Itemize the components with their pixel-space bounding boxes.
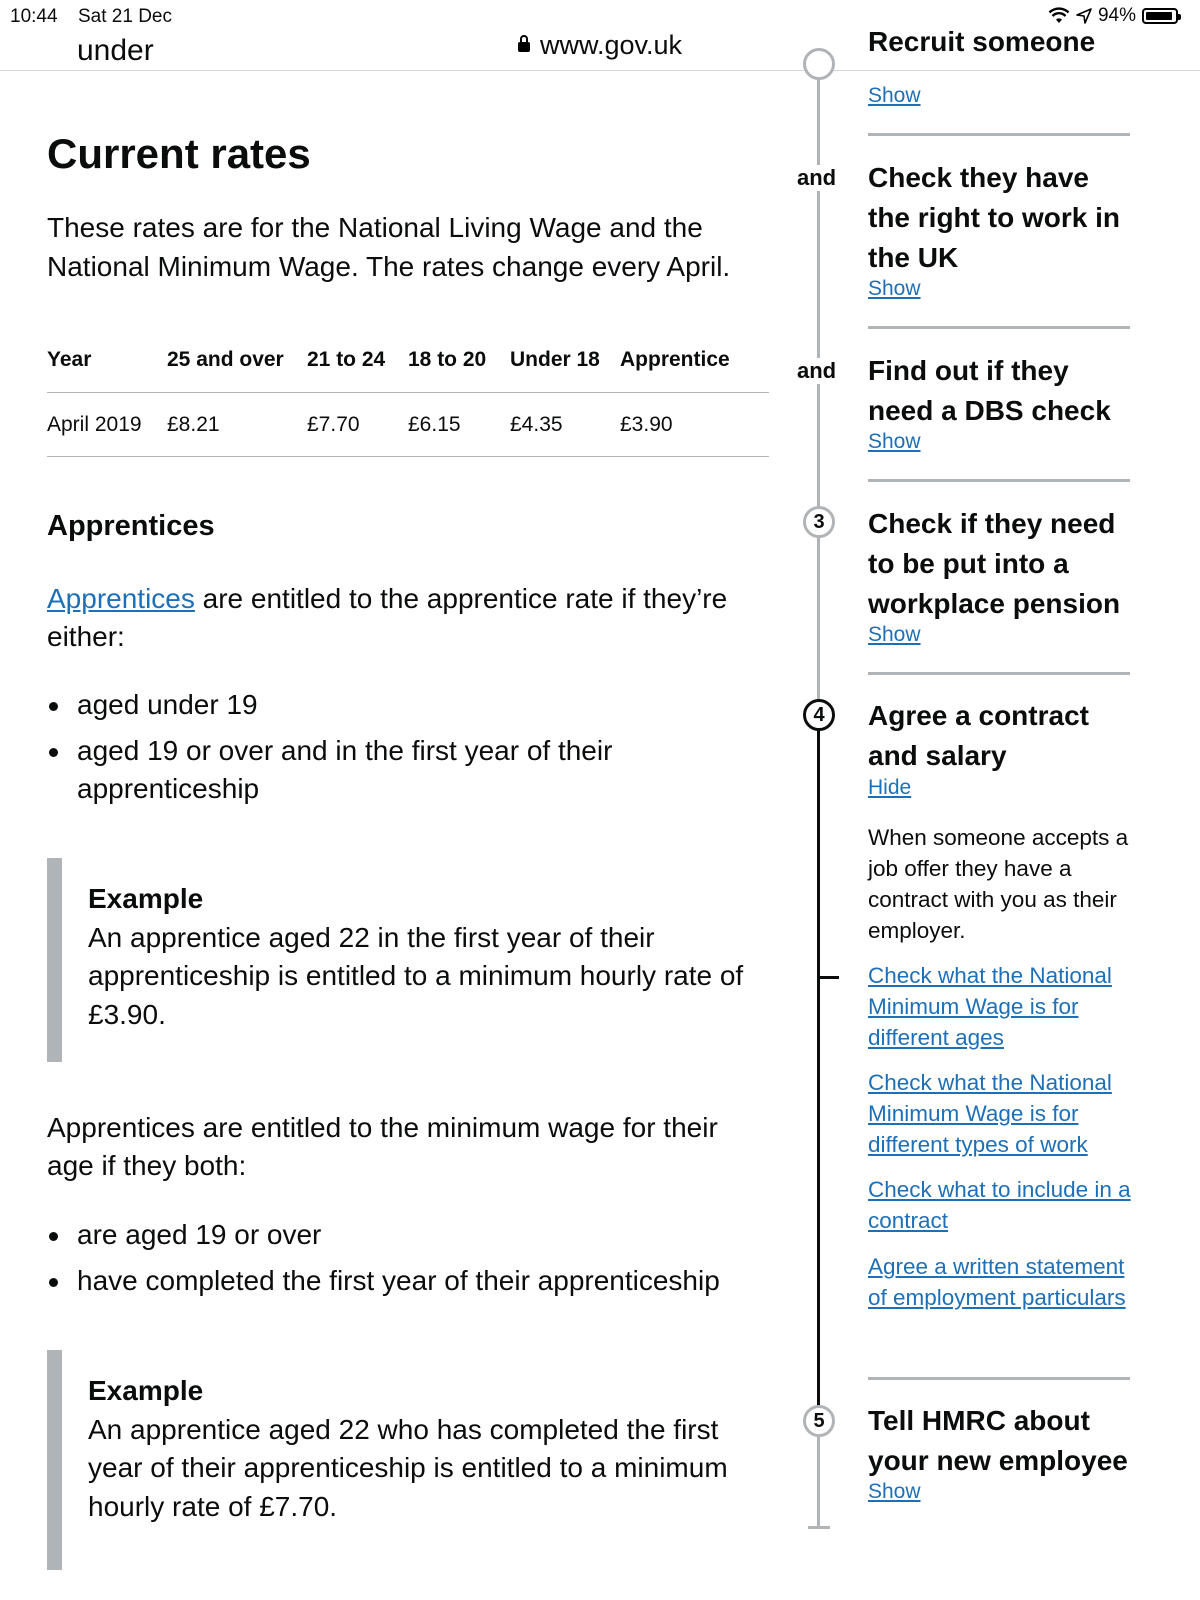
column-header: Apprentice <box>620 328 769 393</box>
column-header: 25 and over <box>167 328 307 393</box>
battery-icon <box>1142 8 1178 24</box>
table-row <box>47 393 769 457</box>
step-show-toggle[interactable]: Show <box>868 277 921 300</box>
step-hide-toggle[interactable]: Hide <box>868 776 912 799</box>
table-cell: £4.35 <box>510 393 620 457</box>
rates-intro: These rates are for the National Living Wage and the National Minimum Wage. The rates change every April. <box>47 212 731 282</box>
step-divider <box>868 672 1130 675</box>
example-text: An apprentice aged 22 in the first year of their apprenticeship is entitled to a minimum hourly rate of £3.90. <box>88 921 744 1030</box>
table-cell: £8.21 <box>167 393 307 457</box>
minimum-wage-paragraph: Apprentices are entitled to the minimum wage for their age if they both: <box>47 1112 718 1181</box>
apprentices-intro-text: are entitled to the apprentice rate if they’re either: <box>47 583 728 652</box>
example-inset <box>47 858 767 1062</box>
apprentice-rate-list <box>47 686 767 816</box>
battery-fill <box>1146 12 1172 20</box>
and-label: and <box>797 358 837 383</box>
table-cell: £6.15 <box>408 393 510 457</box>
url-text: www.gov.uk <box>539 30 683 60</box>
list-item: aged 19 or over and in the first year of their apprenticeship <box>47 732 767 808</box>
column-header: 21 to 24 <box>307 328 408 393</box>
step-divider <box>868 479 1130 482</box>
column-header: 18 to 20 <box>408 328 510 393</box>
step-by-step-nav <box>790 26 1160 1570</box>
step-title[interactable]: Check they have the right to work in the UK <box>868 162 1120 273</box>
step-show-toggle[interactable]: Show <box>868 1480 921 1503</box>
table-cell: April 2019 <box>47 393 167 457</box>
step-show-toggle[interactable]: Show <box>868 84 921 107</box>
and-label: and <box>797 165 837 190</box>
column-header: Year <box>47 328 167 393</box>
step-link[interactable]: Check what the National Minimum Wage is for different types of work <box>868 1070 1112 1157</box>
step-title[interactable]: Tell HMRC about your new employee <box>868 1405 1128 1476</box>
status-time: 10:44 <box>10 6 58 27</box>
apprentices-heading: Apprentices <box>47 510 215 542</box>
location-arrow-icon <box>1076 8 1092 24</box>
step-divider <box>868 326 1130 329</box>
step-title[interactable]: Check if they need to be put into a workplace pension <box>868 508 1121 619</box>
step-number-circle: 4 <box>803 699 835 731</box>
list-item: have completed the first year of their apprenticeship <box>47 1262 767 1300</box>
step-title[interactable]: Find out if they need a DBS check <box>868 355 1111 426</box>
step-show-toggle[interactable]: Show <box>868 430 921 453</box>
table-header-row <box>47 328 769 393</box>
minimum-wage-list <box>47 1216 767 1308</box>
cutoff-text: under <box>77 34 154 67</box>
step-line-end <box>808 1526 830 1529</box>
table-cell: £3.90 <box>620 393 769 457</box>
step-number-circle: 5 <box>803 1405 835 1437</box>
example-title: Example <box>88 1375 204 1406</box>
list-item: aged under 19 <box>47 686 767 724</box>
step-divider <box>868 133 1130 136</box>
example-text: An apprentice aged 22 who has completed the first year of their apprenticeship is entitled to a minimum hourly rate of £7.70. <box>88 1413 728 1522</box>
apprentices-link[interactable]: Apprentices <box>47 583 195 614</box>
wifi-icon <box>1048 7 1070 25</box>
status-date: Sat 21 Dec <box>78 6 172 27</box>
substep-tick <box>819 976 839 979</box>
step-title[interactable]: Agree a contract and salary <box>868 700 1089 771</box>
column-header: Under 18 <box>510 328 620 393</box>
step-show-toggle[interactable]: Show <box>868 623 921 646</box>
step-line-active <box>817 718 820 1418</box>
step-divider <box>868 1377 1130 1380</box>
step-link[interactable]: Check what to include in a contract <box>868 1177 1131 1233</box>
step-number-circle: 3 <box>803 506 835 538</box>
list-item: are aged 19 or over <box>47 1216 767 1254</box>
table-cell: £7.70 <box>307 393 408 457</box>
step-number-circle <box>803 48 835 80</box>
step-link[interactable]: Agree a written statement of employment particulars <box>868 1254 1126 1310</box>
status-right <box>1048 5 1178 27</box>
lock-icon <box>518 42 530 52</box>
rates-table <box>47 328 769 457</box>
battery-percentage: 94% <box>1097 5 1136 26</box>
example-title: Example <box>88 883 204 914</box>
apprentices-intro <box>47 580 767 656</box>
step-link[interactable]: Check what the National Minimum Wage is for different ages <box>868 963 1112 1050</box>
example-inset <box>47 1350 767 1570</box>
step-title: Recruit someone <box>868 26 1096 57</box>
step-description: When someone accepts a job offer they have a contract with you as their employer. <box>868 825 1129 943</box>
page-heading: Current rates <box>47 130 311 177</box>
